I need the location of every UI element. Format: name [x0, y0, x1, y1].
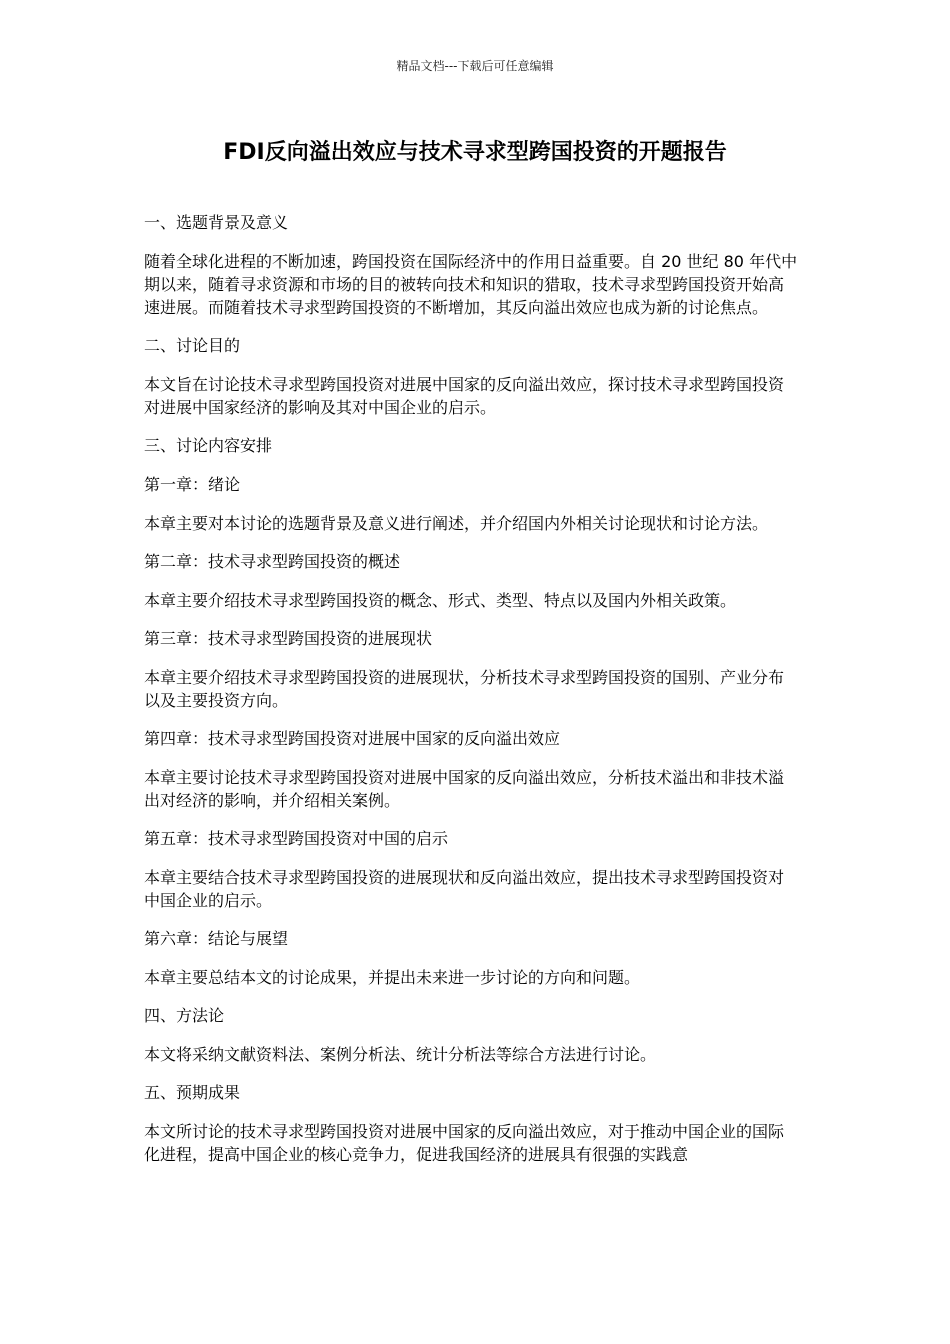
header-note: 精品文档---下载后可任意编辑 [396, 59, 554, 73]
chapter-body-4: 本章主要讨论技术寻求型跨国投资对进展中国家的反向溢出效应，分析技术溢出和非技术溢出对经济的影响，并介绍相关案例。 [144, 768, 785, 810]
chapter-title-2: 第二章：技术寻求型跨国投资的概述 [144, 552, 401, 571]
document-title: FDI反向溢出效应与技术寻求型跨国投资的开题报告 [223, 140, 727, 165]
paragraph-expected-results: 本文所讨论的技术寻求型跨国投资对进展中国家的反向溢出效应，对于推动中国企业的国际化进程，提高中国企业的核心竞争力，促进我国经济的进展具有很强的实践意 [144, 1122, 785, 1164]
chapter-title-3: 第三章：技术寻求型跨国投资的进展现状 [144, 629, 433, 648]
section-heading-content-plan: 三、讨论内容安排 [144, 436, 273, 455]
section-heading-methodology: 四、方法论 [144, 1006, 225, 1025]
chapter-title-1: 第一章：绪论 [144, 475, 241, 494]
chapter-title-5: 第五章：技术寻求型跨国投资对中国的启示 [144, 829, 449, 848]
paragraph-purpose: 本文旨在讨论技术寻求型跨国投资对进展中国家的反向溢出效应，探讨技术寻求型跨国投资对进展中国家经济的影响及其对中国企业的启示。 [144, 375, 785, 417]
chapter-body-3: 本章主要介绍技术寻求型跨国投资的进展现状，分析技术寻求型跨国投资的国别、产业分布以及主要投资方向。 [144, 668, 785, 710]
chapter-title-6: 第六章：结论与展望 [144, 929, 289, 948]
chapter-body-5: 本章主要结合技术寻求型跨国投资的进展现状和反向溢出效应，提出技术寻求型跨国投资对中国企业的启示。 [144, 868, 785, 910]
section-heading-purpose: 二、讨论目的 [144, 336, 241, 355]
paragraph-methodology: 本文将采纳文献资料法、案例分析法、统计分析法等综合方法进行讨论。 [144, 1045, 657, 1064]
chapter-body-1: 本章主要对本讨论的选题背景及意义进行阐述，并介绍国内外相关讨论现状和讨论方法。 [144, 514, 769, 533]
chapter-title-4: 第四章：技术寻求型跨国投资对进展中国家的反向溢出效应 [144, 729, 561, 748]
document-body [144, 211, 798, 1166]
section-heading-background: 一、选题背景及意义 [144, 213, 289, 232]
chapter-body-2: 本章主要介绍技术寻求型跨国投资的概念、形式、类型、特点以及国内外相关政策。 [144, 591, 737, 610]
chapter-body-6: 本章主要总结本文的讨论成果，并提出未来进一步讨论的方向和问题。 [144, 968, 641, 987]
paragraph-background: 随着全球化进程的不断加速，跨国投资在国际经济中的作用日益重要。自 20 世纪 80 年代中期以来，随着寻求资源和市场的目的被转向技术和知识的猎取，技术寻求型跨国投资开始高速进展。而随着技术寻求型跨国投资的不断增加，其反向溢出效应也成为新的讨论焦点。 [144, 252, 798, 317]
section-heading-expected-results: 五、预期成果 [144, 1083, 241, 1102]
